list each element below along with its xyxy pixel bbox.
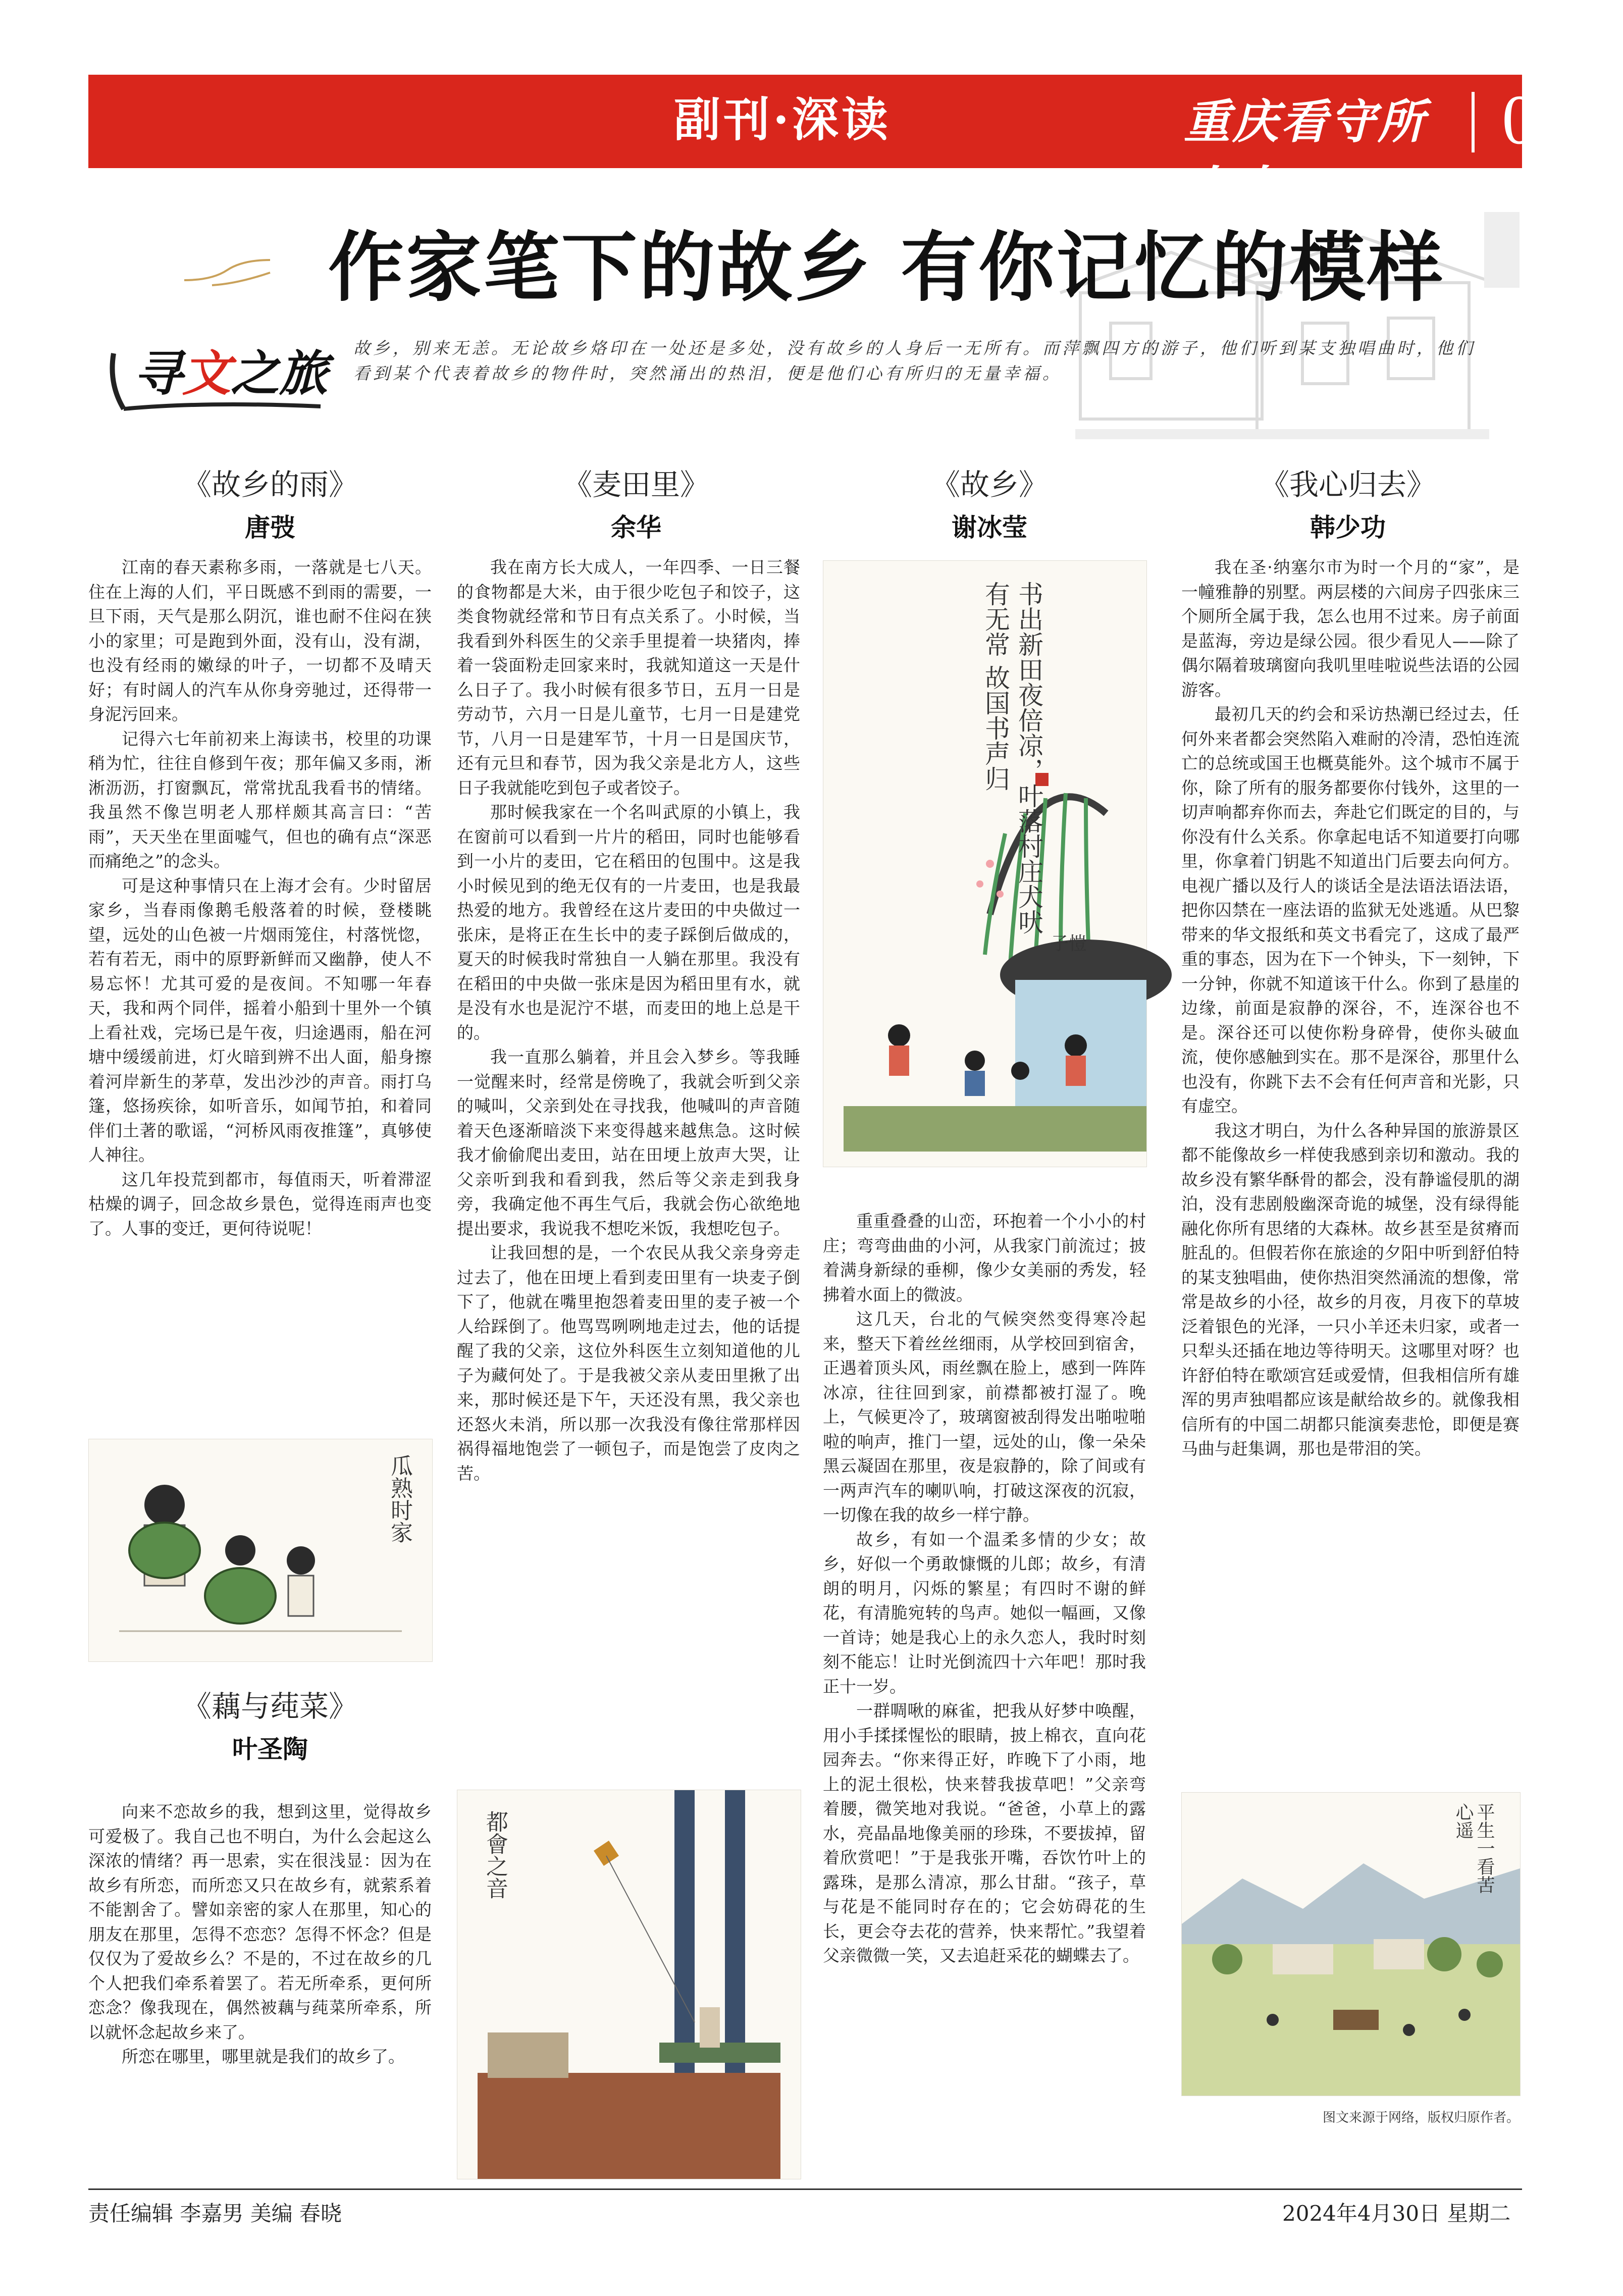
- paragraph: 我一直那么躺着，并且会入梦乡。等我睡一觉醒来时，经常是傍晚了，我就会听到父亲的喊叫，父亲到处在寻找我，他喊叫的声音随着天色逐渐暗淡下来变得越来越焦急。这时候我才偷偷爬出麦田，站在田埂上放声大哭，让父亲听到我和看到我，然后等父亲走到我身旁，我确定他不再生气后，我就会伤心欲绝地提出要求，我说我不想吃米饭，我想吃包子。: [457, 1047, 800, 1238]
- masthead-band: [88, 75, 1573, 215]
- article-title-wheat: 《麦田里》: [562, 467, 709, 502]
- paragraph: 记得六七年前初来上海读书，校里的功课稍为忙，往往自修到午夜；那年偏又多雨，淅淅沥沥，打窗飘瓦，常常扰乱我看书的情绪。我虽然不像岂明老人那样颇其高言曰：“苦雨”，天天坐在里面嘘气，但也的确有点“深恶而痛绝之”的念头。: [88, 728, 432, 871]
- paragraph: 我在南方长大成人，一年四季、一日三餐的食物都是大米，由于很少吃包子和饺子，这类食物就经常和节日有点关系了。小时候，当我看到外科医生的父亲手里提着一块猪肉，捧着一袋面粉走回家来时，我就知道这一天是什么日子了。我小时候有很多节日，五月一日是劳动节，六月一日是儿童节，七月一日是建党节，八月一日是建军节，十月一日是国庆节，还有元旦和春节，因为我父亲是北方人，这些日子我就能吃到包子或者饺子。: [457, 557, 800, 798]
- article-title-return: 《我心归去》: [1260, 467, 1436, 502]
- article-title-hometown: 《故乡》: [930, 467, 1048, 502]
- paragraph: 重重叠叠的山峦，环抱着一个小小的村庄；弯弯曲曲的小河，从我家门前流过；披着满身新绿的垂柳，像少女美丽的秀发，轻拂着水面上的微波。: [823, 1211, 1146, 1304]
- column-tag-char-2: 文: [182, 345, 231, 402]
- column-tag-char-1: 寻: [134, 345, 182, 402]
- article-body-return: [1181, 555, 1520, 1782]
- page-headline: 作家笔下的故乡 有你记忆的模样: [328, 223, 1445, 312]
- paragraph: 这几天，台北的气候突然变得寒冷起来，整天下着丝丝细雨，从学校回到宿舍，正遇着顶头风，雨丝飘在脸上，感到一阵阵冰凉，往往回到家，前襟都被打湿了。晚上，气候更冷了，玻璃窗被刮得发出啪啦啪啦的响声，推门一望，远处的山，像一朵朵黑云凝固在那里，夜是寂静的，除了间或有一两声汽车的喇叭响，打破这深夜的沉寂，一切像在我的故乡一样宁静。: [823, 1309, 1146, 1525]
- children-melons-illustration: [89, 1439, 432, 1661]
- footer-date: 2024年4月30日 星期二: [1282, 2201, 1511, 2226]
- article-body-hometown: [823, 1209, 1146, 2173]
- column-tag-char-3: 之旅: [231, 345, 328, 402]
- paragraph: 可是这种事情只在上海才会有。少时留居家乡，当春雨像鹅毛般落着的时候，登楼眺望，远处的山色被一片烟雨笼住，村落恍惚，若有若无，雨中的原野新鲜而又幽静，使人不易忘怀！尤其可爱的是夜间。不知哪一年春天，我和两个同伴，摇着小船到十里外一个镇上看社戏，完场已是午夜，归途遇雨，船在河塘中缓缓前进，灯火暗到辨不出人面，船身擦着河岸新生的茅草，发出沙沙的声音。雨打乌篷，悠扬疾徐，如听音乐，如闻节拍，和着同伴们土著的歌谣，“河桥风雨夜推篷”，真够使人神往。: [88, 875, 432, 1165]
- article-author-wheat: 余华: [611, 513, 661, 542]
- paragraph: 江南的春天素称多雨，一落就是七八天。住在上海的人们，平日既感不到雨的需要，一旦下雨，天气是那么阴沉，谁也耐不住闷在狭小的家里；可是跑到外面，没有山，没有湖，也没有经雨的嫩绿的叶子，一切都不及晴天好；有时阔人的汽车从你身旁驰过，还得带一身泥污回来。: [88, 557, 432, 724]
- article-title-rain: 《故乡的雨》: [182, 467, 358, 502]
- paragraph: 向来不恋故乡的我，想到这里，觉得故乡可爱极了。我自己也不明白，为什么会起这么深浓的情绪？再一思索，实在很浅显：因为在故乡有所恋，而所恋又只在故乡有，就萦系着不能割舍了。譬如亲密的家人在那里，知心的朋友在那里，怎得不恋恋？怎得不怀念？但是仅仅为了爱故乡么？不是的，不过在故乡的几个人把我们牵系着罢了。若无所牵系，更何所恋念？像我现在，偶然被藕与莼菜所牵系，所以就怀念起故乡来了。: [88, 1802, 432, 2042]
- painting-inscription: 平生一看苦心遥: [1453, 1803, 1495, 1894]
- article-body-wheat: [457, 555, 800, 1782]
- article-author-lotus: 叶圣陶: [232, 1735, 308, 1764]
- footer-editor: 责任编辑 李嘉男 美编 春晓: [88, 2201, 342, 2226]
- paragraph: 我在圣·纳塞尔市为时一个月的“家”，是一幢雅静的别墅。两层楼的六间房子四张床三个厕所全属于我，怎么也用不过来。房子前面是蓝海，旁边是绿公园。很少看见人——除了偶尔隔着玻璃窗向我叽里哇啦说些法语的公园游客。: [1181, 557, 1520, 700]
- painting-inscription: 瓜熟时家: [387, 1454, 412, 1543]
- section-name: 副刊·深读: [674, 92, 892, 147]
- painting-children-melons: [88, 1439, 433, 1662]
- paragraph: 所恋在哪里，哪里就是我们的故乡了。: [122, 2047, 405, 2066]
- header-divider: [1472, 92, 1475, 152]
- painting-inscription: 书出新田夜倍凉，叶落村庄犬吠有无常 故国书声归: [981, 581, 1043, 934]
- paragraph: 一群啁啾的麻雀，把我从好梦中唤醒，用小手揉揉惺忪的眼睛，披上棉衣，直向花园奔去。“你来得正好，昨晚下了小雨，地上的泥土很松，快来替我拔草吧！”父亲弯着腰，微笑地对我说。“爸爸，小草上的露水，亮晶晶地像美丽的珍珠，不要拔掉，留着欣赏吧！”于是我张开嘴，吞饮竹叶上的露珠，是那么清凉，那么甘甜。“孩子，草与花是不能同时存在的；它会妨碍花的生长，更会夺去花的营养，快来帮忙。”我望着父亲微微一笑，又去追赶采花的蝴蝶去了。: [823, 1701, 1146, 1965]
- article-author-rain: 唐弢: [245, 513, 295, 542]
- paragraph: 让我回想的是，一个农民从我父亲身旁走过去了，他在田埂上看到麦田里有一块麦子倒下了，他就在嘴里抱怨着麦田里的麦子被一个人给踩倒了。他骂骂咧咧地走过去，他的话提醒了我的父亲，这位外科医生立刻知道他的儿子为藏何处了。于是我被父亲从麦田里揪了出来，那时候还是下午，天还没有黑，我父亲也还怒火未消，所以那一次我没有像往常那样因祸得福地饱尝了一顿包子，而是饱尝了皮肉之苦。: [457, 1243, 800, 1483]
- city-kite-illustration: [457, 1790, 801, 2179]
- article-title-lotus: 《藕与莼菜》: [182, 1689, 358, 1724]
- painting-city-kite: [457, 1790, 801, 2179]
- paragraph: 故乡，有如一个温柔多情的少女；故乡，好似一个勇敢慷慨的儿郎；故乡，有清朗的明月，闪烁的繁星；有四时不谢的鲜花，有清脆宛转的鸟声。她似一幅画，又像一首诗；她是我心上的永久恋人，我时时刻刻不能忘！让时光倒流四十六年吧！那时我正十一岁。: [823, 1529, 1146, 1696]
- image-credit: 图文来源于网络，版权归原作者。: [1322, 2110, 1520, 2125]
- paragraph: 最初几天的约会和采访热潮已经过去，任何外来者都会突然陷入难耐的冷清，恐怕连流亡的总统或国王也概莫能外。这个城市不属于你，除了所有的服务都要你付钱外，这里的一切声响都弃你而去，奔赴它们既定的目的，与你没有什么关系。你拿起电话不知道要打向哪里，你拿着门钥匙不知道出门后要去向何方。电视广播以及行人的谈话全是法语法语法语，把你囚禁在一座法语的监狱无处逃遁。从巴黎带来的华文报纸和英文书看完了，这成了最严重的事态，因为在下一个钟头，下一刻钟，下一分钟，你就不知道该干什么。你到了悬崖的边缘，前面是寂静的深谷，不，连深谷也不是。深谷还可以使你粉身碎骨，使你头破血流，使你感触到实在。那不是深谷，那里什么也没有，你跳下去不会有任何声音和光影，只有虚空。: [1181, 704, 1520, 1116]
- headline-swirl-ornament: [182, 252, 273, 288]
- painting-inscription: 都會之音: [482, 1810, 508, 1899]
- article-author-return: 韩少功: [1310, 513, 1386, 542]
- page-number: 07: [1502, 81, 1573, 159]
- paragraph: 这几年投荒到都市，每值雨天，听着滞涩枯燥的调子，回念故乡景色，觉得连雨声也变了。人事的变迁，更何待说呢！: [88, 1169, 432, 1238]
- paragraph: 那时候我家在一个名叫武原的小镇上，我在窗前可以看到一片片的稻田，同时也能够看到一小片的麦田，它在稻田的包围中。这是我小时候见到的绝无仅有的一片麦田，也是我最热爱的地方。我曾经在这片麦田的中央做过一张床，是将正在生长中的麦子踩倒后做成的，夏天的时候我时常独自一人躺在那里。我没有在稻田的中央做一张床是因为稻田里有水，就是没有水也是泥泞不堪，而麦田的地上总是干的。: [457, 802, 800, 1042]
- newspaper-brand: 重庆看守所人士: [1184, 94, 1427, 215]
- article-body-lotus: [88, 1800, 432, 2173]
- painting-countryside: [1181, 1792, 1521, 2096]
- footer-rule: [88, 2188, 1522, 2190]
- article-body-rain: [88, 555, 432, 1424]
- painter-signature: 子愷: [1051, 933, 1087, 954]
- article-author-hometown: 谢冰莹: [952, 513, 1027, 542]
- column-tag: [103, 333, 326, 419]
- paragraph: 我这才明白，为什么各种异国的旅游景区都不能像故乡一样使我感到亲切和激动。我的故乡没有繁华酥骨的都会，没有静谧侵肌的湖泊，没有悲剧般幽深奇诡的城堡，没有绿得能融化你所有思绪的大森林。故乡甚至是贫瘠而脏乱的。但假若你在旅途的夕阳中听到舒伯特的某支独唱曲，使你热泪突然涌流的想像，常常是故乡的小径，故乡的月夜，月夜下的草坡泛着银色的光泽，一只小羊还未归家，或者一只犁头还插在地边等待明天。这哪里对呀？也许舒伯特在歌颂宫廷或爱情，但我相信所有雄浑的男声独唱都应该是献给故乡的。就像我相信所有的中国二胡都只能演奏悲怆，即便是赛马曲与赶集调，那也是带泪的笑。: [1181, 1120, 1520, 1458]
- intro-paragraph: 故乡，别来无恙。无论故乡烙印在一处还是多处，没有故乡的人身后一无所有。而萍飘四方的游子，他们听到某支独唱曲时，他们看到某个代表着故乡的物件时，突然涌出的热泪，便是他们心有所归的无量幸福。: [353, 338, 1476, 383]
- painting-willow-cottage: [823, 560, 1147, 1167]
